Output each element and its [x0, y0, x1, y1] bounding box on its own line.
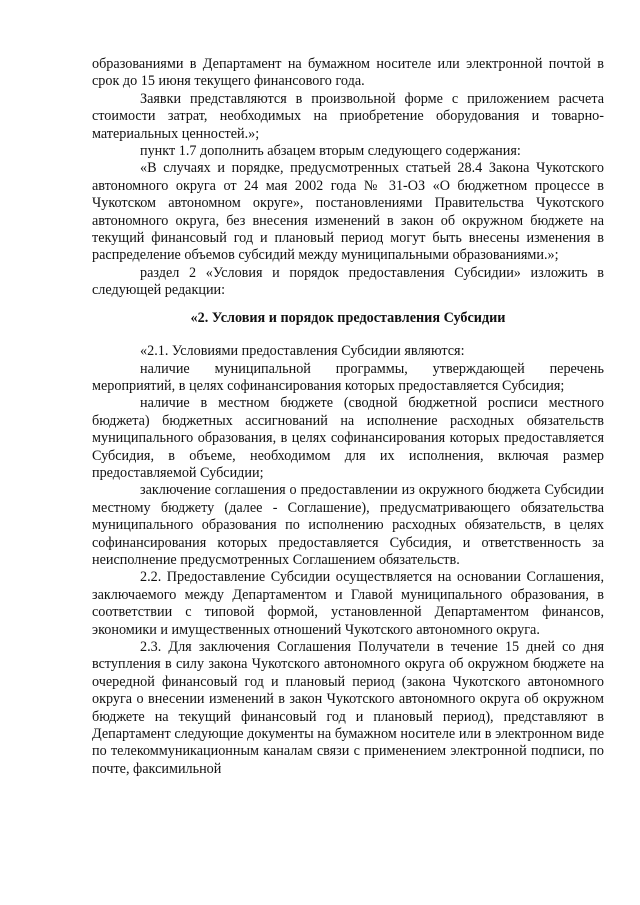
- paragraph-condition-budget: наличие в местном бюджете (сводной бюджетной росписи местного бюджета) бюджетных ассигнований на исполнение расходных обязательств муниципального образования, в целях софинансирования которых предоставляется Субсидия, в объеме, необходимом для их исполнения, включая размер предоставляемой Субсидии;: [92, 395, 604, 481]
- document-page: [92, 56, 604, 778]
- section-heading: «2. Условия и порядок предоставления Субсидии: [190, 309, 506, 326]
- paragraph-condition-program: наличие муниципальной программы, утверждающей перечень мероприятий, в целях софинансирования которых предоставляется Субсидия;: [92, 360, 604, 394]
- paragraph-submission-deadline: образованиями в Департамент на бумажном носителе или электронной почтой в срок до 15 июня текущего финансового года.: [92, 56, 604, 90]
- paragraph-2-2: 2.2. Предоставление Субсидии осуществляется на основании Соглашения, заключаемого между Департаментом и Главой муниципального образования, в соответствии с типовой формой, установленной Департаментом финансов, экономики и имущественных отношений Чукотского автономного округа.: [92, 569, 604, 638]
- paragraph-condition-agreement: заключение соглашения о предоставлении из окружного бюджета Субсидии местному бюджету (далее - Соглашение), предусматривающего обязательства муниципального образования по исполнению расходных обязательств, в целях софинансирования которых предоставляется Субсидия, и ответственность за неисполнение предусмотренных Соглашением обязательств.: [92, 482, 604, 568]
- paragraph-2-1: «2.1. Условиями предоставления Субсидии являются:: [140, 343, 465, 360]
- paragraph-clause-1-7-text: «В случаях и порядке, предусмотренных статьей 28.4 Закона Чукотского автономного округа от 24 мая 2002 года № 31-ОЗ «О бюджетном процессе в Чукотском автономном округе», постановлениями Правительства Чукотского автономного округа, без внесения изменений в закон об окружном бюджете на текущий финансовый год и плановый период могут быть внесены изменения в распределение объемов субсидий между муниципальными образованиями.»;: [92, 160, 604, 264]
- paragraph-2-3: 2.3. Для заключения Соглашения Получатели в течение 15 дней со дня вступления в силу закона Чукотского автономного округа об окружном бюджете на очередной финансовый год и плановый период (закона Чукотского автономного округа о внесении изменений в закон Чукотского автономного округа об окружном бюджете на текущий финансовый год и плановый период), представляют в Департамент следующие документы на бумажном носителе или в электронном виде по телекоммуникационным каналам связи с применением электронной подписи, по почте, факсимильной: [92, 639, 604, 777]
- paragraph-section-2-intro: раздел 2 «Условия и порядок предоставления Субсидии» изложить в следующей редакции:: [92, 264, 604, 299]
- paragraph-applications-form: Заявки представляются в произвольной форме с приложением расчета стоимости затрат, необходимых на приобретение оборудования и товарно-материальных ценностей.»;: [92, 90, 604, 142]
- paragraph-clause-1-7: пункт 1.7 дополнить абзацем вторым следующего содержания:: [140, 143, 521, 160]
